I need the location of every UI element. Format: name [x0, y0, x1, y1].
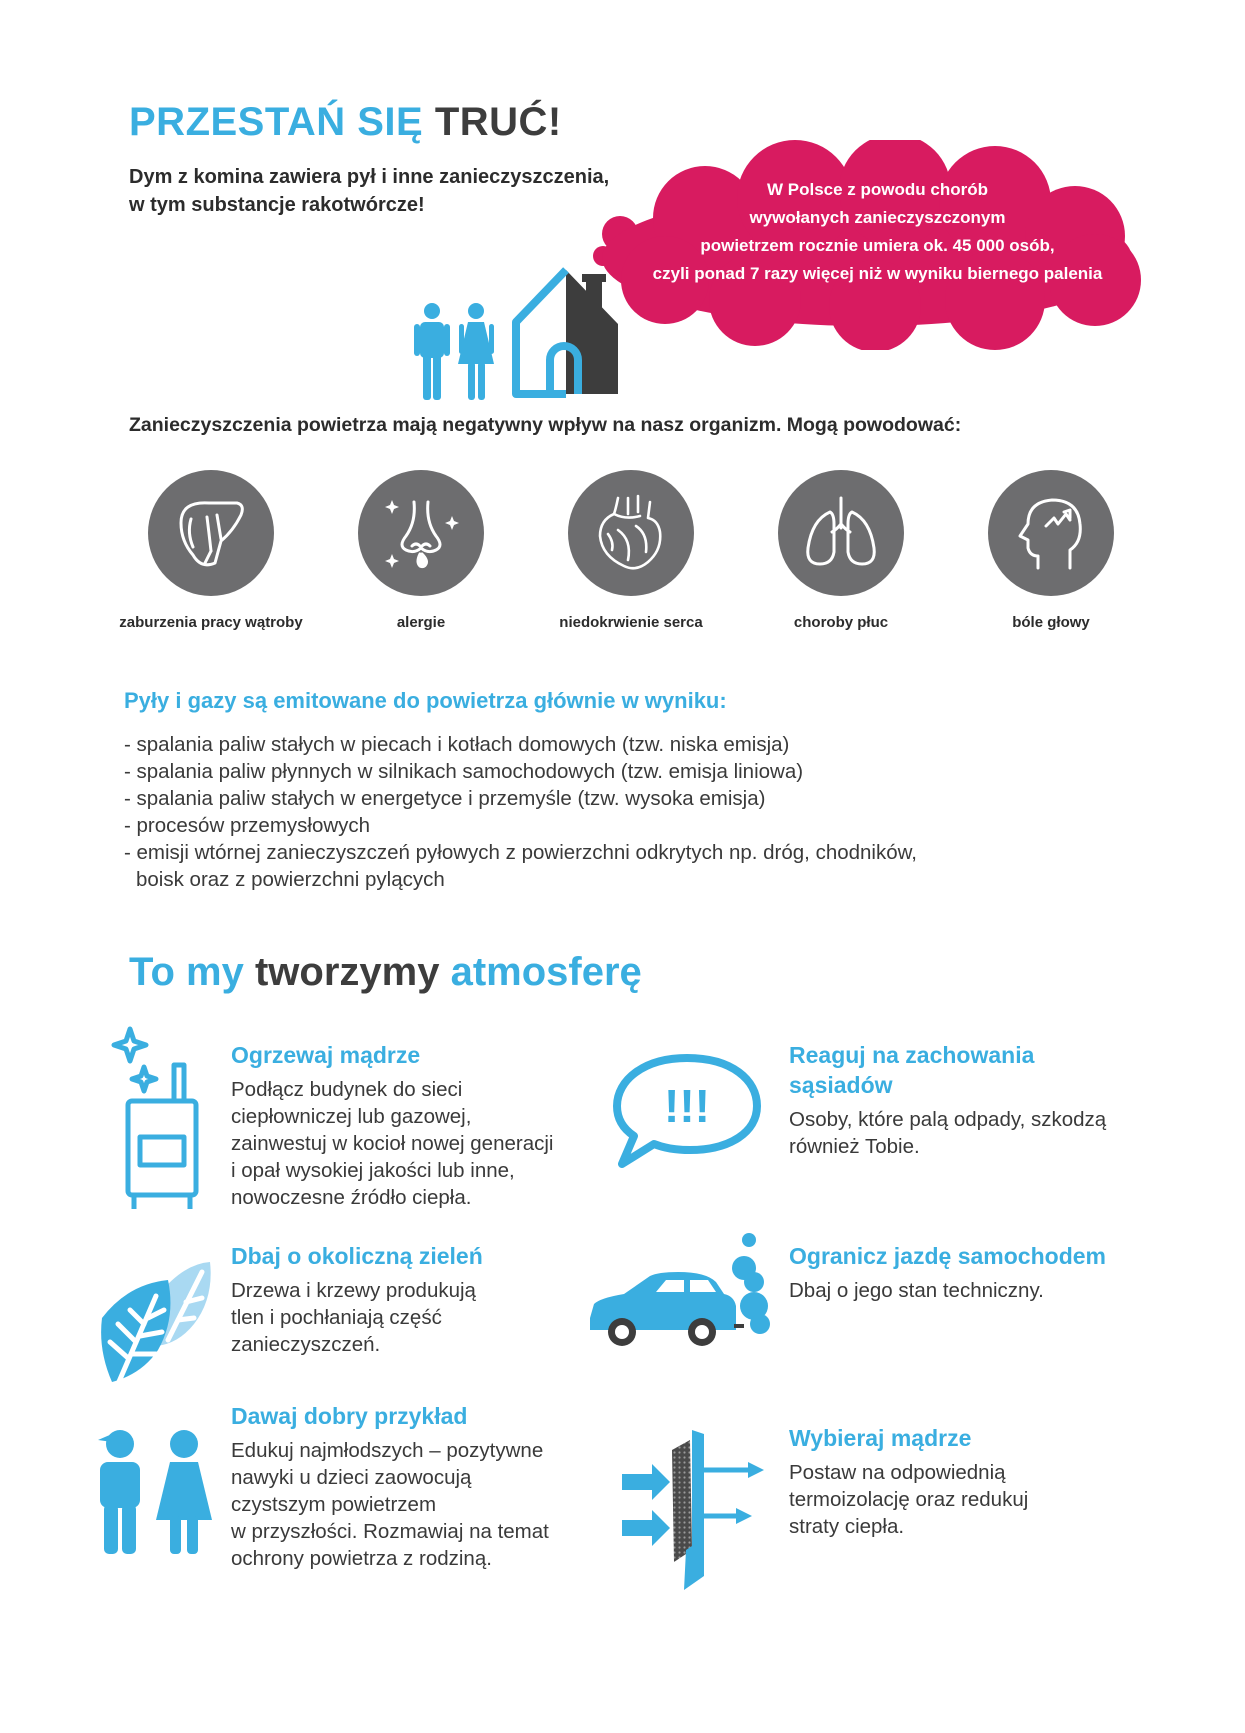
- list-item-continuation: boisk oraz z powierzchni pylących: [136, 868, 445, 891]
- intro-line: w tym substancje rakotwórcze!: [129, 194, 425, 216]
- cloud-line: powietrzem rocznie umiera ok. 45 000 osób,: [700, 236, 1055, 255]
- title-dark-part: TRUĆ!: [434, 100, 562, 144]
- tip-line: Osoby, które palą odpady, szkodzą: [789, 1108, 1107, 1131]
- intro-line: Dym z komina zawiera pył i inne zanieczyszczenia,: [129, 166, 610, 188]
- effect-label: zaburzenia pracy wątroby: [119, 614, 303, 631]
- tip-line: Postaw na odpowiednią: [789, 1461, 1006, 1484]
- tip-title: Dbaj o okoliczną zieleń: [231, 1243, 483, 1269]
- tip-line: również Tobie.: [789, 1135, 920, 1158]
- nose-icon: [358, 470, 484, 596]
- tip-title: Ogranicz jazdę samochodem: [789, 1243, 1106, 1269]
- tip-line: czystszym powietrzem: [231, 1493, 437, 1516]
- tip-line: Edukuj najmłodszych – pozytywne: [231, 1439, 544, 1462]
- effect-headache: [936, 470, 1166, 631]
- tip-line: nawyki u dzieci zaowocują: [231, 1466, 472, 1489]
- tip-line: ciepłowniczej lub gazowej,: [231, 1105, 472, 1128]
- effects-title: Zanieczyszczenia powietrza mają negatywny wpływ na nasz organizm. Mogą powodować:: [129, 414, 962, 436]
- tip-heat: [231, 1040, 553, 1211]
- car-icon: [584, 1232, 774, 1357]
- tip-line: Podłącz budynek do sieci: [231, 1078, 463, 1101]
- tip-text: [789, 1106, 1106, 1160]
- tip-neighbours: [789, 1040, 1106, 1160]
- liver-icon: [148, 470, 274, 596]
- cloud-text: [615, 176, 1140, 288]
- title-blue-part: PRZESTAŃ SIĘ: [129, 100, 424, 144]
- effect-lungs: [726, 470, 956, 631]
- list-item: - emisji wtórnej zanieczyszczeń pyłowych z powierzchni odkrytych np. dróg, chodników,: [124, 841, 918, 864]
- house-chimney-icon: [508, 264, 636, 398]
- tip-insulation: [789, 1423, 1028, 1540]
- list-item: - spalania paliw płynnych w silnikach samochodowych (tzw. emisja liniowa): [124, 760, 804, 783]
- effect-label: alergie: [396, 614, 446, 631]
- effect-label: bóle głowy: [1012, 614, 1090, 631]
- cloud-line: czyli ponad 7 razy więcej niż w wyniku biernego palenia: [652, 264, 1103, 283]
- family-icon: [412, 302, 502, 402]
- tip-line: Drzewa i krzewy produkują: [231, 1279, 476, 1302]
- tip-title: Ogrzewaj mądrze: [231, 1042, 421, 1068]
- sources-title: Pyły i gazy są emitowane do powietrza głównie w wyniku:: [124, 688, 727, 713]
- tip-text: [789, 1277, 1106, 1304]
- cloud-line: wywołanych zanieczyszczonym: [749, 208, 1006, 227]
- effect-allergy: [306, 470, 536, 631]
- leaves-icon: [98, 1258, 214, 1390]
- insulation-icon: [612, 1430, 772, 1590]
- heart-icon: [568, 470, 694, 596]
- head-icon: [988, 470, 1114, 596]
- title-part: To my: [129, 950, 244, 994]
- page-title: [129, 100, 562, 145]
- effect-label: choroby płuc: [793, 614, 889, 631]
- tip-line: Dbaj o jego stan techniczny.: [789, 1279, 1044, 1302]
- tip-title: Dawaj dobry przykład: [231, 1403, 468, 1429]
- tip-title: [789, 1040, 1106, 1100]
- boiler-icon: [106, 1025, 202, 1215]
- tip-green: [231, 1241, 483, 1358]
- tip-line: tlen i pochłaniają część: [231, 1306, 442, 1329]
- tip-title-line: sąsiadów: [789, 1072, 893, 1098]
- tip-line: w przyszłości. Rozmawiaj na temat: [231, 1520, 549, 1543]
- tip-text: [231, 1277, 483, 1358]
- list-item: - spalania paliw stałych w piecach i kotłach domowych (tzw. niska emisja): [124, 733, 790, 756]
- sources-list: [124, 731, 1124, 893]
- bubble-text: !!!: [664, 1080, 710, 1132]
- tip-line: ochrony powietrza z rodziną.: [231, 1547, 492, 1570]
- effect-heart: [516, 470, 746, 631]
- list-item: - procesów przemysłowych: [124, 814, 371, 837]
- speech-bubble-icon: [612, 1050, 762, 1170]
- title-part: tworzymy: [254, 950, 440, 994]
- tip-line: straty ciepła.: [789, 1515, 905, 1538]
- section-title: [129, 950, 642, 995]
- effect-label: niedokrwienie serca: [559, 614, 703, 631]
- tip-title-line: Reaguj na zachowania: [789, 1042, 1035, 1068]
- tip-title: Wybieraj mądrze: [789, 1425, 972, 1451]
- tip-text: [231, 1076, 553, 1211]
- lungs-icon: [778, 470, 904, 596]
- tip-line: termoizolację oraz redukuj: [789, 1488, 1029, 1511]
- tip-line: zanieczyszczeń.: [231, 1333, 381, 1356]
- tip-line: zainwestuj w kocioł nowej generacji: [231, 1132, 554, 1155]
- title-part: atmosferę: [450, 950, 642, 994]
- cloud-line: W Polsce z powodu chorób: [767, 180, 988, 199]
- tip-text: [231, 1437, 549, 1572]
- effect-liver: [96, 470, 326, 631]
- tip-line: i opał wysokiej jakości lub inne,: [231, 1159, 515, 1182]
- children-icon: [92, 1428, 214, 1556]
- tip-line: nowoczesne źródło ciepła.: [231, 1186, 472, 1209]
- tip-text: [789, 1459, 1028, 1540]
- tip-example: [231, 1401, 549, 1572]
- tip-car: [789, 1241, 1106, 1304]
- list-item: - spalania paliw stałych w energetyce i przemyśle (tzw. wysoka emisja): [124, 787, 766, 810]
